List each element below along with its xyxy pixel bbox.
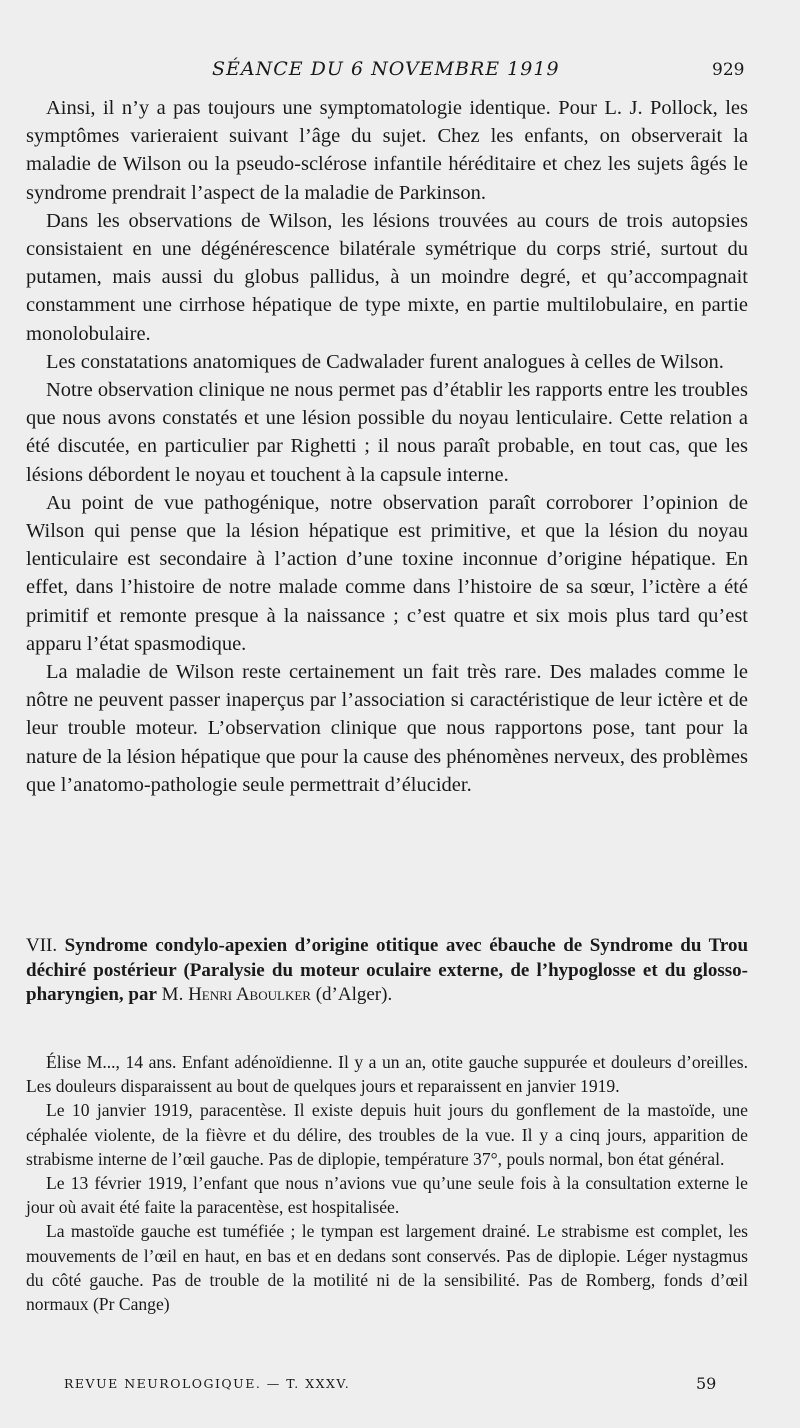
author-name: Henri Aboulker (188, 984, 311, 1005)
section-title: Syndrome condylo-apexien d’origine otitique avec ébauche de Syndrome du Trou déchiré postérieur (Paralysie du moteur oculaire externe, de l’hypoglosse et du glosso-pharyngien, par (26, 935, 749, 1005)
section-heading (26, 934, 748, 1008)
journal-name: REVUE NEUROLOGIQUE. — T. XXXV. (64, 1376, 351, 1391)
running-header (0, 58, 800, 88)
case-paragraph: Élise M..., 14 ans. Enfant adénoïdienne. Il y a un an, otite gauche suppurée et douleurs d’oreilles. Les douleurs disparaissent au bout de quelques jours et reparaissent en janvier 1919. (26, 1052, 748, 1097)
paragraph: Dans les observations de Wilson, les lésions trouvées au cours de trois autopsies consistaient en une dégénérescence bilatérale symétrique du corps strié, surtout du putamen, mais aussi du globus pallidus, à un moindre degré, et qu’accompagnait constamment une cirrhose hépatique de type mixte, en partie multilobulaire, en partie monolobulaire. (26, 209, 748, 345)
paragraph: Au point de vue pathogénique, notre observation paraît corroborer l’opinion de Wilson qui pense que la lésion hépatique est primitive, et que la lésion du noyau lenticulaire est secondaire à l’action d’une toxine inconnue d’origine hépatique. En effet, dans l’histoire de notre malade comme dans l’histoire de sa sœur, l’ictère a été primitif et remonte presque à la naissance ; c’est quatre et six mois plus tard qu’est apparu l’état spasmodique. (26, 491, 748, 655)
paragraph: Notre observation clinique ne nous permet pas d’établir les rapports entre les troubles que nous avons constatés et une lésion possible du noyau lenticulaire. Cette relation a été discutée, en particulier par Righetti ; il nous paraît probable, en tout cas, que les lésions débordent le noyau et touchent à la capsule interne. (26, 379, 748, 486)
author-prefix: M. (161, 984, 184, 1005)
body-text (26, 94, 748, 799)
signature-number: 59 (696, 1374, 717, 1393)
paragraph: Ainsi, il n’y a pas toujours une symptomatologie identique. Pour L. J. Pollock, les symptômes varieraient suivant l’âge du sujet. Chez les enfants, on observerait la maladie de Wilson ou la pseudo-sclérose infantile héréditaire et chez les sujets âgés le syndrome prendrait l’aspect de la maladie de Parkinson. (26, 97, 748, 204)
page-footer (0, 1376, 800, 1400)
running-title: SÉANCE DU 6 NOVEMBRE 1919 (212, 58, 560, 80)
case-report (26, 1050, 748, 1316)
paragraph: Les constatations anatomiques de Cadwalader furent analogues à celles de Wilson. (46, 350, 724, 373)
section-number: VII. (26, 935, 58, 956)
case-paragraph: Le 10 janvier 1919, paracentèse. Il existe depuis huit jours du gonflement de la mastoïde, une céphalée violente, de la fièvre et du délire, des troubles de la vue. Il y a cinq jours, apparition de strabisme interne de l’œil gauche. Pas de diplopie, température 37°, pouls normal, bon état général. (26, 1100, 748, 1169)
page-number: 929 (712, 60, 745, 80)
author-affiliation: (d’Alger). (315, 984, 393, 1005)
case-paragraph: Le 13 février 1919, l’enfant que nous n’avions vue qu’une seule fois à la consultation externe le jour où avait été faite la paracentèse, est hospitalisée. (26, 1173, 748, 1218)
paragraph: La maladie de Wilson reste certainement un fait très rare. Des malades comme le nôtre ne peuvent passer inaperçus par l’association si caractéristique de leur ictère et de leur trouble moteur. L’observation clinique que nous rapportons pose, tant pour la nature de la lésion hépatique que pour la cause des phénomènes nerveux, des problèmes que l’anatomo-pathologie seule permettrait d’élucider. (26, 661, 748, 796)
case-paragraph: La mastoïde gauche est tuméfiée ; le tympan est largement drainé. Le strabisme est complet, les mouvements de l’œil en haut, en bas et en dedans sont conservés. Pas de diplopie. Léger nystagmus du côté gauche. Pas de trouble de la motilité ni de la sensibilité. Pas de Romberg, fonds d’œil normaux (Pr Cange) (26, 1221, 748, 1315)
